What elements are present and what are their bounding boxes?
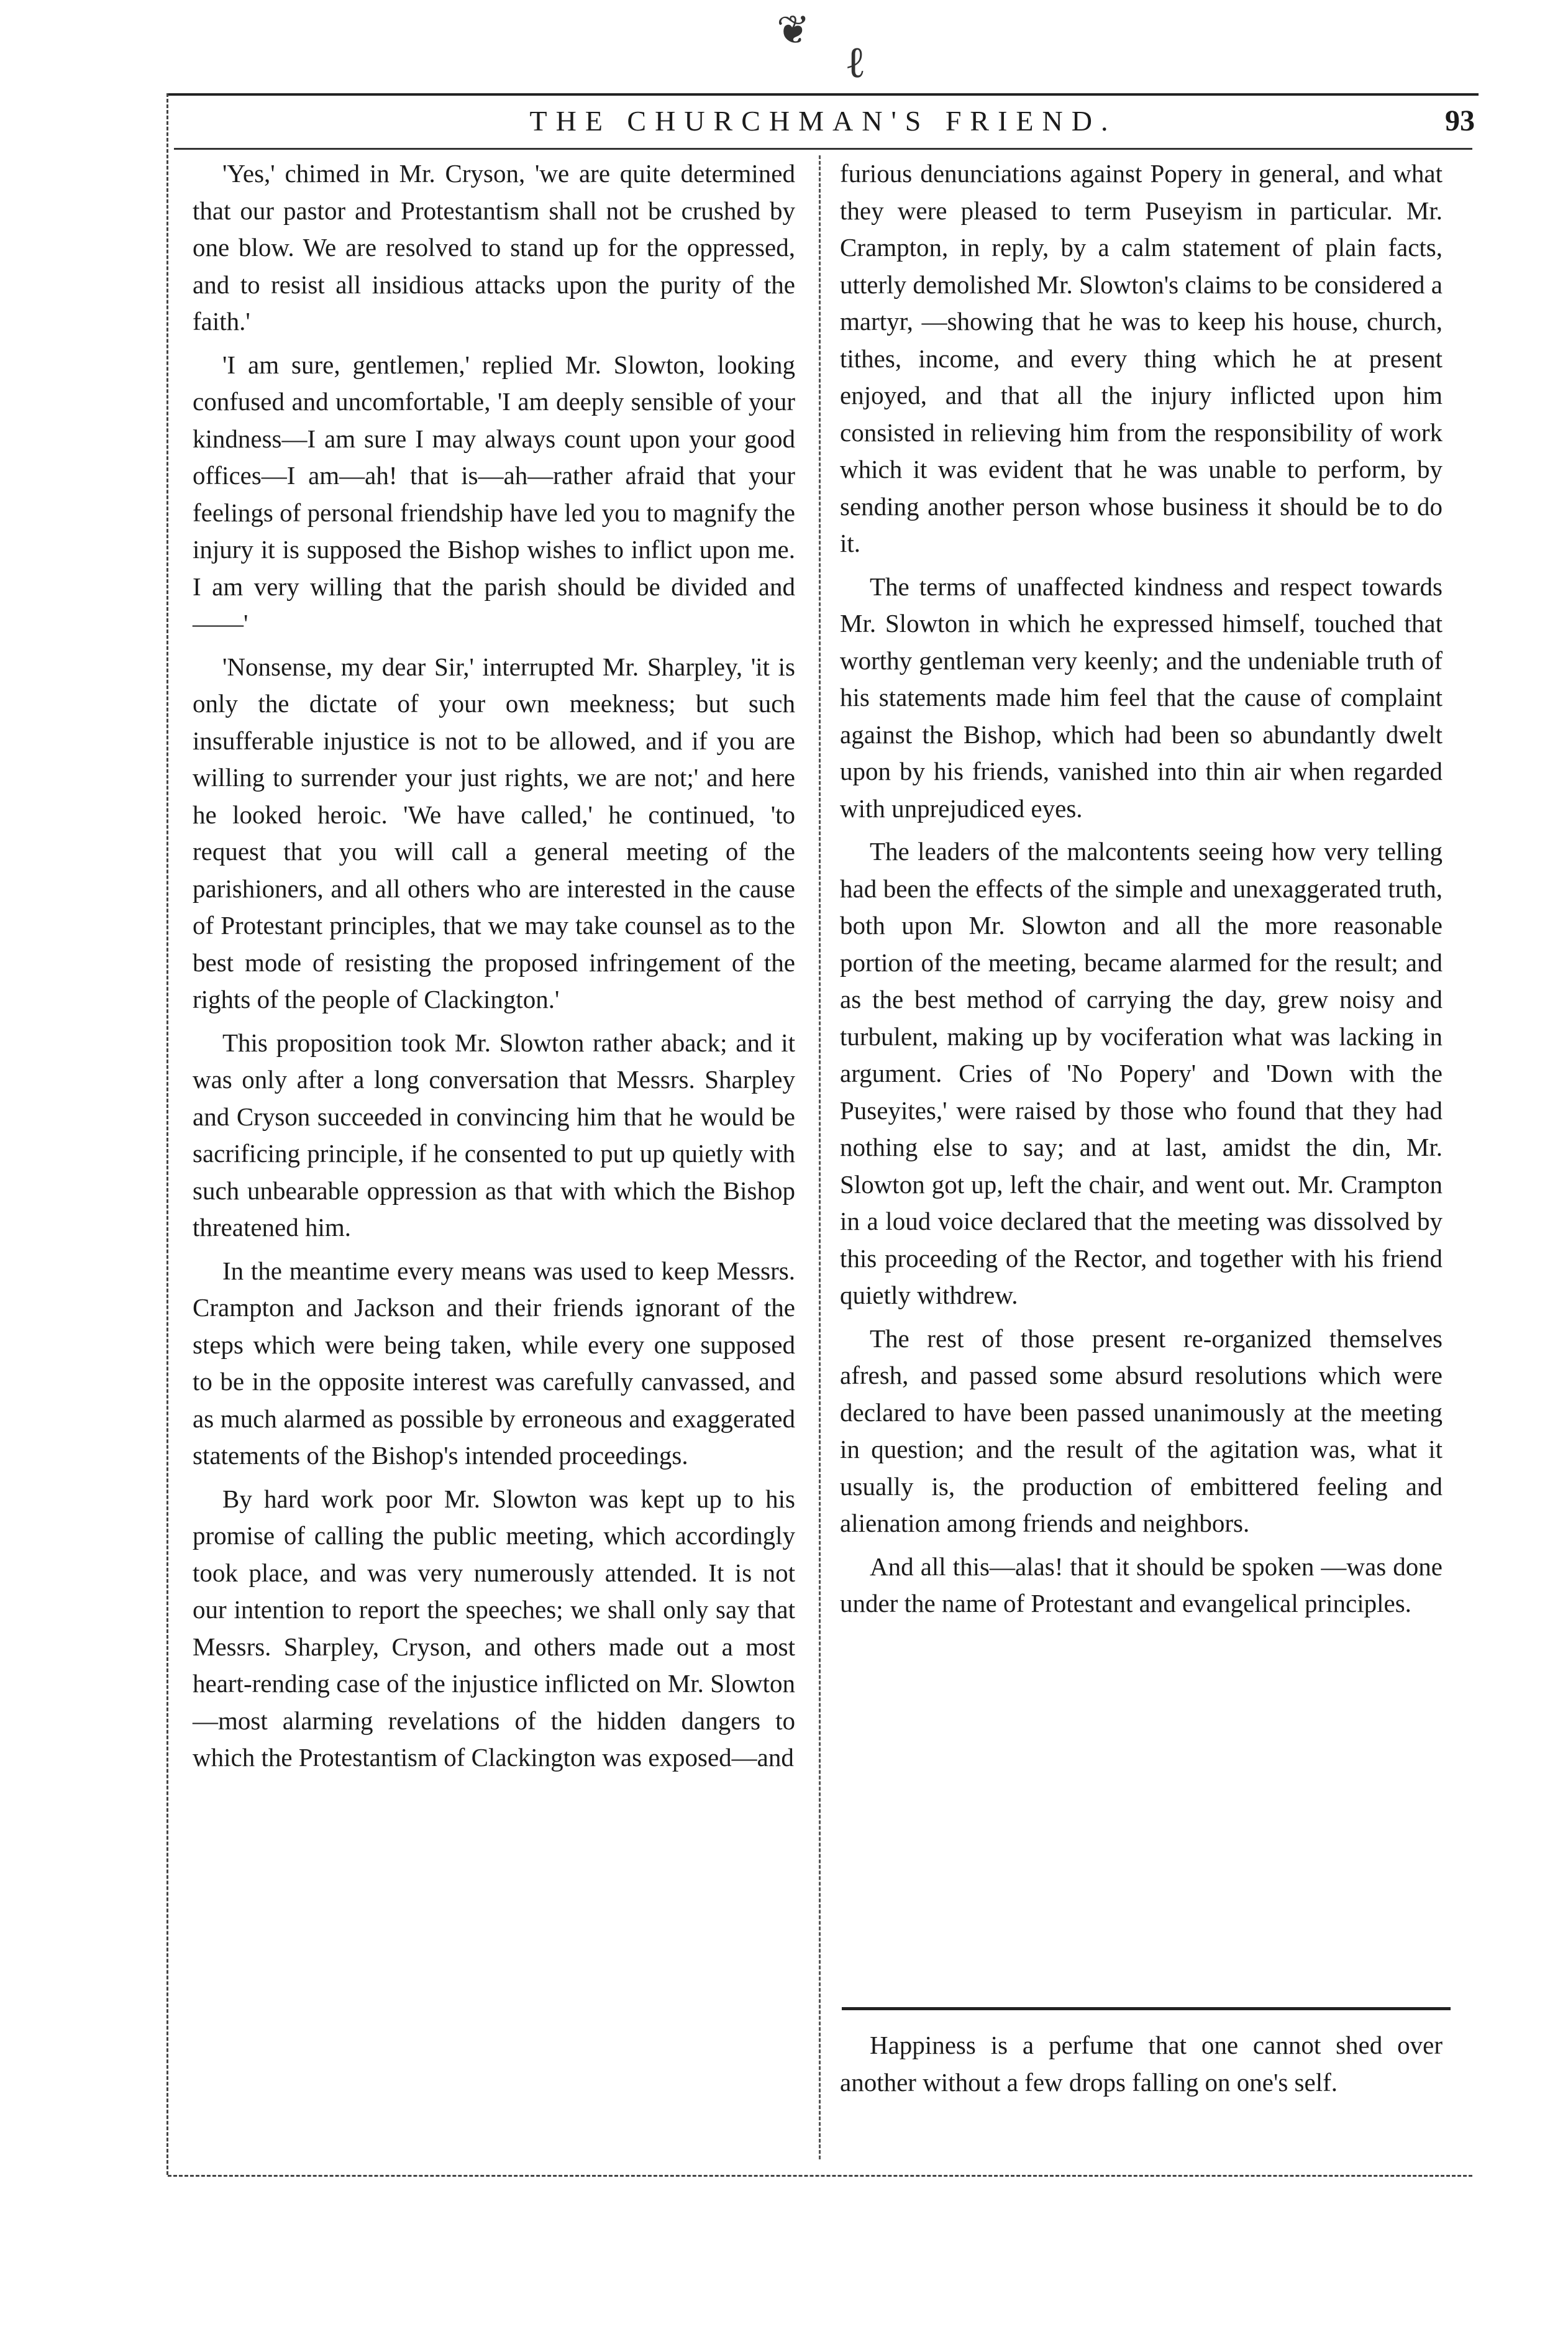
running-head: THE CHURCHMAN'S FRIEND. xyxy=(529,105,1117,137)
column-divider xyxy=(819,155,821,2159)
paragraph: The rest of those present re-organized themselves afresh, and passed some absurd resolutions which were declared to have been passed unanimously at the meeting in question; and the result of the agitation was, what it usually is, the production of embittered feeling and alienation among friends and neighbors. xyxy=(840,1324,1443,1537)
paragraph: 'Yes,' chimed in Mr. Cryson, 'we are quite determined that our pastor and Protestantism shall not be crushed by one blow. We are resolved to stand up for the oppressed, and to resist all insidious attacks upon the purity of the faith.' xyxy=(193,159,795,336)
header-rule xyxy=(174,148,1472,150)
paragraph: The terms of unaffected kindness and respect towards Mr. Slowton in which he expressed himself, touched that worthy gentleman very keenly; and the undeniable truth of his statements made him feel that the cause of complaint against the Bishop, which had been so abundantly dwelt upon by his friends, vanished into thin air when regarded with unprejudiced eyes. xyxy=(840,572,1443,823)
page-frame-left-rule xyxy=(166,93,168,2175)
paragraph: furious denunciations against Popery in general, and what they were pleased to term Puseyism in particular. Mr. Crampton, in reply, by a calm statement of plain facts, utterly demolished Mr. Slowton's claims to be considered a martyr, —showing that he was to keep his house, church, tithes, income, and every thing which he at present enjoyed, and that all the injury inflicted upon him consisted in relieving him from the responsibility of work which it was evident that he was unable to perform, by sending another person whose business it should be to do it. xyxy=(840,159,1443,557)
paragraph: 'Nonsense, my dear Sir,' interrupted Mr. Sharpley, 'it is only the dictate of your own meekness; but such insufferable injustice is not to be allowed, and if you are willing to surrender your just rights, we are not;' and here he looked heroic. 'We have called,' he continued, 'to request that you will call a general meeting of the parishioners, and all others who are interested in the cause of Protestant principles, that we may take counsel as to the best mode of resisting the proposed infringement of the rights of the people of Clackington.' xyxy=(193,652,795,1014)
paragraph: And all this—alas! that it should be spoken —was done under the name of Protestant and evangelical principles. xyxy=(840,1552,1443,1617)
right-column xyxy=(840,155,1443,1629)
page-frame-bottom-rule xyxy=(168,2175,1472,2177)
ink-blot-ornament: ❦ xyxy=(777,8,810,52)
paragraph: This proposition took Mr. Slowton rather aback; and it was only after a long conversation that Messrs. Sharpley and Cryson succeeded in convincing him that he would be sacrificing principle, if he consented to put up quietly with such unbearable oppression as that with which the Bishop threatened him. xyxy=(193,1028,795,1242)
ink-smudge-mark: ℓ xyxy=(845,39,866,87)
paragraph: 'I am sure, gentlemen,' replied Mr. Slowton, looking confused and uncomfortable, 'I am deeply sensible of your kindness—I am sure I may always count upon your good offices—I am—ah! that is—ah—rather afraid that your feelings of personal friendship have led you to magnify the injury it is supposed the Bishop wishes to inflict upon me. I am very willing that the parish should be divided and——' xyxy=(193,350,795,638)
aphorism-filler: Happiness is a perfume that one cannot shed over another without a few drops falling on one's self. xyxy=(840,2031,1443,2097)
page-frame-top-rule xyxy=(168,93,1479,96)
paragraph: The leaders of the malcontents seeing how very telling had been the effects of the simple and unexaggerated truth, both upon Mr. Slowton and all the more reasonable portion of the meeting, became alarmed for the result; and as the best method of carrying the day, grew noisy and turbulent, making up by vociferation what was lacking in argument. Cries of 'No Popery' and 'Down with the Puseyites,' were raised by those who found that they had nothing else to say; and at last, amidst the din, Mr. Slowton got up, left the chair, and went out. Mr. Crampton in a loud voice declared that the meeting was dissolved by this proceeding of the Rector, and together with his friend quietly withdrew. xyxy=(840,837,1443,1309)
paragraph: In the meantime every means was used to keep Messrs. Crampton and Jackson and their friends ignorant of the steps which were being taken, while every one supposed to be in the opposite interest was carefully canvassed, and as much alarmed as possible by erroneous and exaggerated statements of the Bishop's intended proceedings. xyxy=(193,1256,795,1470)
paragraph: By hard work poor Mr. Slowton was kept up to his promise of calling the public meeting, which accordingly took place, and was very numerously attended. It is not our intention to report the speeches; we shall only say that Messrs. Sharpley, Cryson, and others made out a most heart-rending case of the injustice inflicted on Mr. Slowton—most alarming revelations of the hidden dangers to which the Protestantism of Clackington was exposed—and xyxy=(193,1484,795,1772)
left-column xyxy=(193,155,795,1783)
section-separator-rule xyxy=(842,2007,1451,2010)
page-number: 93 xyxy=(1445,104,1475,137)
